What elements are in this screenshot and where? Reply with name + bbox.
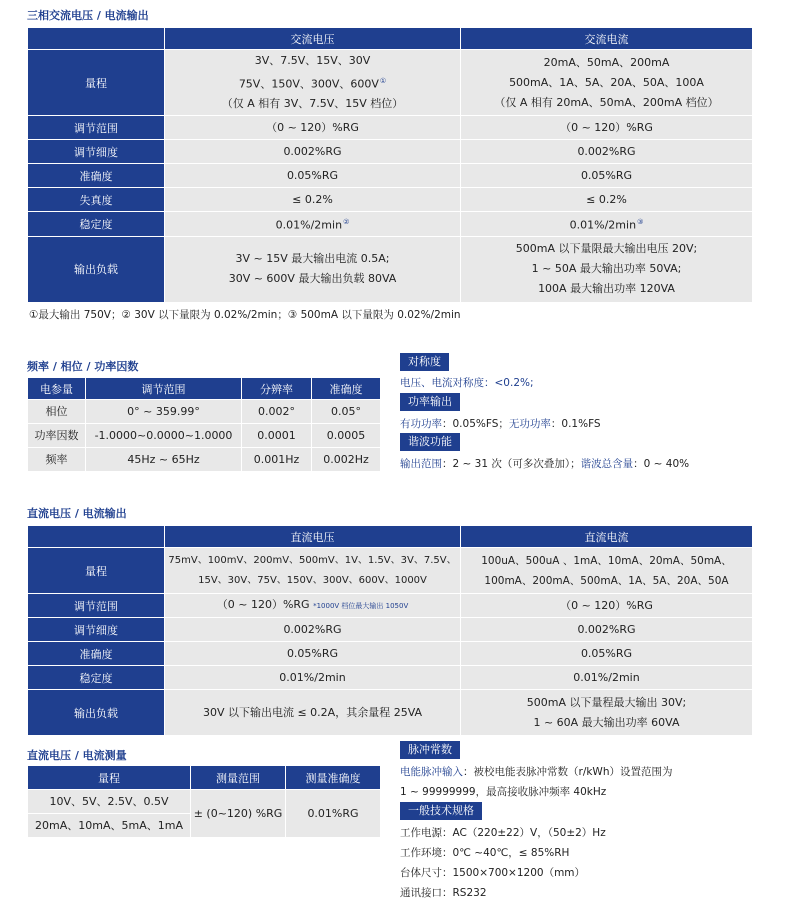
freq-cell: 相位 (28, 400, 86, 424)
row-label-stability: 稳定度 (28, 212, 165, 237)
ac-current-stability: 0.01%/2min③ (461, 212, 753, 237)
dc-row-label-adjust: 调节范围 (28, 594, 165, 618)
row-label-range: 量程 (28, 50, 165, 116)
ac-current-distortion: ≤ 0.2% (461, 188, 753, 212)
dc-corner-cell (28, 526, 165, 548)
spec-power: 工作电源：AC（220±22）V，（50±2）Hz (400, 827, 606, 839)
ac-col-voltage: 交流电压 (165, 28, 461, 50)
dc-row-label-range: 量程 (28, 548, 165, 594)
dcm-meas-range: ± (0~120) %RG (191, 790, 286, 838)
freq-cell: 0.0001 (242, 424, 312, 448)
dc-current-accuracy: 0.05%RG (461, 642, 753, 666)
dcm-meas-accuracy: 0.01%RG (286, 790, 381, 838)
freq-cell: 频率 (28, 448, 86, 472)
symmetry-tag: 对称度 (400, 353, 449, 371)
freq-cell: 功率因数 (28, 424, 86, 448)
ac-voltage-load: 3V ~ 15V 最大输出电流 0.5A; 30V ~ 600V 最大输出负载 80VA (165, 236, 461, 302)
dc-current-range: 100uA、500uA 、1mA、10mA、20mA、50mA、 100mA、200mA、500mA、1A、5A、20A、50A (461, 548, 753, 594)
pulse-text-2: 1 ~ 99999999，最高接收脉冲频率 40kHz (400, 786, 607, 798)
dc-section-title: 直流电压 / 电流输出 (27, 507, 127, 520)
ac-col-current: 交流电流 (461, 28, 753, 50)
ac-current-adjust: （0 ~ 120）%RG (461, 116, 753, 140)
row-label-fine: 调节细度 (28, 140, 165, 164)
ac-voltage-range: 3V、7.5V、15V、30V 75V、150V、300V、600V① （仅 A 相有 3V、7.5V、15V 档位） (165, 50, 461, 116)
spec-comm: 通讯接口：RS232 (400, 887, 487, 899)
dc-row-label-fine: 调节细度 (28, 618, 165, 642)
dc-voltage-stability: 0.01%/2min (165, 666, 461, 690)
harmonic-tag: 谐波功能 (400, 433, 460, 451)
freq-cell: 0° ~ 359.99° (86, 400, 242, 424)
ac-corner-cell (28, 28, 165, 50)
dcm-range-current: 20mA、10mA、5mA、1mA (28, 814, 191, 838)
freq-header-accuracy: 准确度 (312, 378, 381, 400)
dc-col-current: 直流电流 (461, 526, 753, 548)
row-label-load: 输出负载 (28, 236, 165, 302)
dcm-header-meas-accuracy: 测量准确度 (286, 766, 381, 790)
ac-footnote: ①最大输出 750V；② 30V 以下量限为 0.02%/2min；③ 500mA 以下量限为 0.02%/2min (29, 309, 461, 321)
dcm-header-range: 量程 (28, 766, 191, 790)
table-row (28, 400, 381, 424)
dc-voltage-load: 30V 以下输出电流 ≤ 0.2A，其余量程 25VA (165, 690, 461, 736)
dcm-range-voltage: 10V、5V、2.5V、0.5V (28, 790, 191, 814)
freq-header-range: 调节范围 (86, 378, 242, 400)
ac-current-fine: 0.002%RG (461, 140, 753, 164)
power-output-text: 有功功率：0.05%FS；无功功率：0.1%FS (400, 418, 601, 430)
dc-row-label-accuracy: 准确度 (28, 642, 165, 666)
dc-col-voltage: 直流电压 (165, 526, 461, 548)
freq-cell: 0.0005 (312, 424, 381, 448)
ac-current-range: 20mA、50mA、200mA 500mA、1A、5A、20A、50A、100A （仅 A 相有 20mA、50mA、200mA 档位） (461, 50, 753, 116)
pulse-tag: 脉冲常数 (400, 741, 460, 759)
freq-cell: 0.001Hz (242, 448, 312, 472)
freq-cell: 45Hz ~ 65Hz (86, 448, 242, 472)
freq-header-param: 电参量 (28, 378, 86, 400)
freq-cell: 0.002° (242, 400, 312, 424)
freq-cell: -1.0000~0.0000~1.0000 (86, 424, 242, 448)
freq-table (27, 377, 381, 472)
dc-voltage-adjust: （0 ~ 120）%RG *1000V 档位最大输出 1050V (165, 594, 461, 618)
dc-row-label-load: 输出负载 (28, 690, 165, 736)
general-spec-tag: 一般技术规格 (400, 802, 482, 820)
ac-voltage-fine: 0.002%RG (165, 140, 461, 164)
ac-voltage-distortion: ≤ 0.2% (165, 188, 461, 212)
power-output-tag: 功率输出 (400, 393, 460, 411)
dcm-section-title: 直流电压 / 电流测量 (27, 749, 127, 762)
dc-current-adjust: （0 ~ 120）%RG (461, 594, 753, 618)
dcm-header-meas-range: 测量范围 (191, 766, 286, 790)
dc-voltage-accuracy: 0.05%RG (165, 642, 461, 666)
freq-cell: 0.05° (312, 400, 381, 424)
ac-voltage-adjust: （0 ~ 120）%RG (165, 116, 461, 140)
spec-size: 台体尺寸：1500×700×1200（mm） (400, 867, 586, 879)
row-label-accuracy: 准确度 (28, 164, 165, 188)
ac-current-accuracy: 0.05%RG (461, 164, 753, 188)
row-label-adjust: 调节范围 (28, 116, 165, 140)
freq-cell: 0.002Hz (312, 448, 381, 472)
ac-voltage-stability: 0.01%/2min② (165, 212, 461, 237)
spec-env: 工作环境：0℃ ~40℃，≤ 85%RH (400, 847, 570, 859)
dc-current-fine: 0.002%RG (461, 618, 753, 642)
dc-voltage-fine: 0.002%RG (165, 618, 461, 642)
dc-current-load: 500mA 以下量程最大输出 30V; 1 ~ 60A 最大输出功率 60VA (461, 690, 753, 736)
dc-row-label-stability: 稳定度 (28, 666, 165, 690)
freq-section-title: 频率 / 相位 / 功率因数 (27, 360, 139, 373)
table-row (28, 424, 381, 448)
ac-current-load: 500mA 以下量限最大输出电压 20V; 1 ~ 50A 最大输出功率 50VA; 100A 最大输出功率 120VA (461, 236, 753, 302)
row-label-distortion: 失真度 (28, 188, 165, 212)
harmonic-text: 输出范围：2 ~ 31 次（可多次叠加）；谐波总含量：0 ~ 40% (400, 458, 690, 470)
dc-output-table (27, 525, 753, 736)
ac-voltage-accuracy: 0.05%RG (165, 164, 461, 188)
ac-section-title: 三相交流电压 / 电流输出 (27, 9, 149, 22)
dc-voltage-range: 75mV、100mV、200mV、500mV、1V、1.5V、3V、7.5V、 15V、30V、75V、150V、300V、600V、1000V (165, 548, 461, 594)
freq-header-resolution: 分辨率 (242, 378, 312, 400)
dc-current-stability: 0.01%/2min (461, 666, 753, 690)
ac-output-table (27, 27, 753, 303)
symmetry-text: 电压、电流对称度：<0.2%; (400, 377, 534, 389)
pulse-text-1: 电能脉冲输入：被校电能表脉冲常数（r/kWh）设置范围为 (400, 766, 673, 778)
dcm-table (27, 765, 381, 838)
table-row (28, 448, 381, 472)
